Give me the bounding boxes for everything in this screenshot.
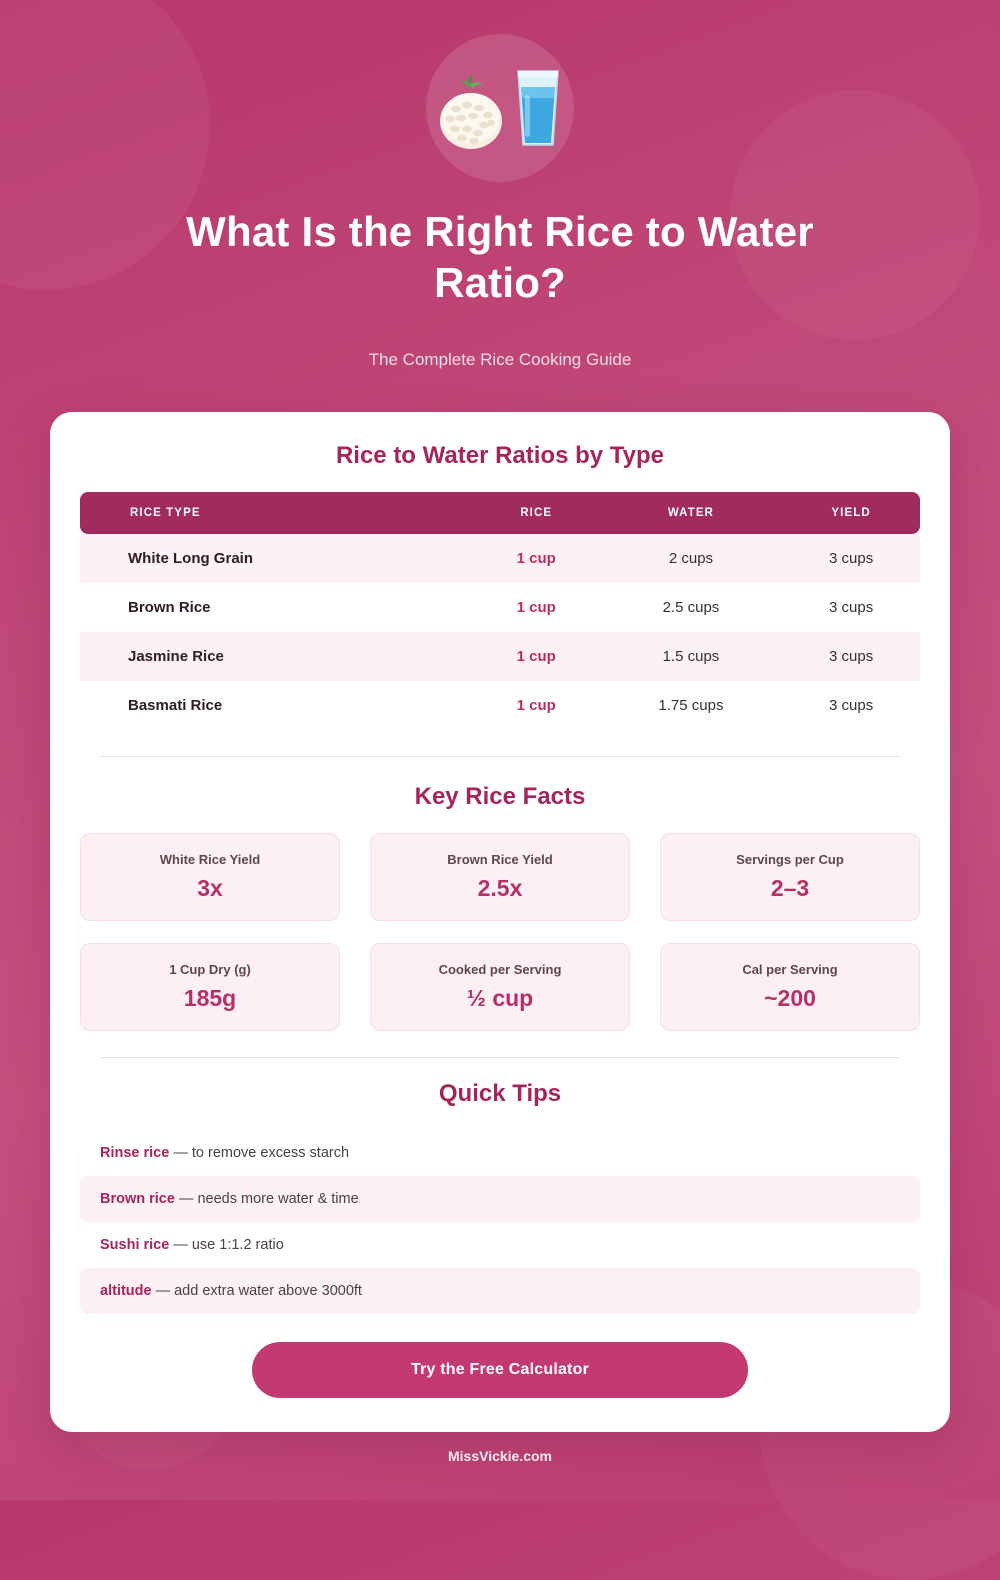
fact-value: ½ cup [466,985,534,1011]
fact-value: 2.5x [477,875,523,901]
fact-card [660,833,920,921]
tips-section-title: Quick Tips [438,1080,562,1107]
cell-rice: 1 cup [516,550,556,567]
fact-label: 1 Cup Dry (g) [169,962,251,977]
tip-term: altitude [100,1283,152,1299]
hero-icon-badge [426,34,574,182]
tip-item [80,1222,920,1268]
fact-value: 2–3 [770,875,810,901]
tip-term: Rinse rice [100,1145,170,1161]
col-water: WATER [600,492,783,534]
col-rice: RICE [473,492,600,534]
tip-term: Sushi rice [100,1237,170,1253]
glass-of-water-icon [510,65,566,151]
col-yield: YIELD [782,492,920,534]
fact-card [370,943,630,1031]
tip-item [80,1268,920,1314]
fact-label: Cooked per Serving [438,962,562,977]
fact-label: White Rice Yield [159,852,261,867]
tip-text: — needs more water & time [174,1191,359,1207]
table-body [80,534,920,730]
facts-section [50,757,950,1031]
cell-water: 2.5 cups [662,599,720,616]
cell-rice-type: Brown Rice [128,599,211,616]
cell-rice-type: Jasmine Rice [128,648,224,665]
fact-card [80,833,340,921]
footer-brand: MissVickie.com [447,1448,553,1464]
rice-ball-icon [434,73,508,151]
fact-value: ~200 [764,985,816,1011]
table-row [80,583,920,632]
tip-text: — use 1:1.2 ratio [169,1237,284,1253]
tips-section [50,1058,950,1314]
cell-yield: 3 cups [829,550,874,567]
try-calculator-button[interactable]: Try the Free Calculator [252,1342,748,1398]
fact-card [660,943,920,1031]
tip-item [80,1176,920,1222]
tip-text: — to remove excess starch [169,1145,350,1161]
fact-value: 3x [197,875,223,901]
fact-label: Servings per Cup [736,852,844,867]
content-card [50,412,950,1432]
cell-yield: 3 cups [829,648,874,665]
cell-water: 1.5 cups [662,648,720,665]
cell-water: 1.75 cups [658,697,724,714]
fact-label: Cal per Serving [742,962,838,977]
cell-yield: 3 cups [829,599,874,616]
col-rice-type: RICE TYPE [80,492,473,534]
facts-grid [80,833,920,1031]
cta-wrapper [50,1342,950,1398]
ratio-table [80,492,920,730]
header [0,0,1000,370]
fact-card [80,943,340,1031]
cell-rice-type: White Long Grain [128,550,253,567]
fact-label: Brown Rice Yield [447,852,553,867]
table-row [80,534,920,583]
tip-term: Brown rice [100,1191,175,1207]
fact-card [370,833,630,921]
table-header-row [80,492,920,534]
page-subtitle: The Complete Rice Cooking Guide [368,350,632,370]
table-row [80,632,920,681]
hero-icons [434,65,566,151]
cell-rice: 1 cup [516,697,556,714]
fact-value: 185g [183,985,237,1011]
table-row [80,681,920,730]
table-section-title: Rice to Water Ratios by Type [335,442,665,469]
cell-rice-type: Basmati Rice [128,697,223,714]
tip-text: — add extra water above 3000ft [151,1283,362,1299]
cell-yield: 3 cups [829,697,874,714]
facts-section-title: Key Rice Facts [414,783,586,810]
cell-rice: 1 cup [516,599,556,616]
tip-item [80,1130,920,1176]
cell-water: 2 cups [668,550,714,567]
ratio-table-wrapper [50,492,950,730]
table-head [80,492,920,534]
page-title: What Is the Right Rice to Water Ratio? [186,208,814,307]
cell-rice: 1 cup [516,648,556,665]
